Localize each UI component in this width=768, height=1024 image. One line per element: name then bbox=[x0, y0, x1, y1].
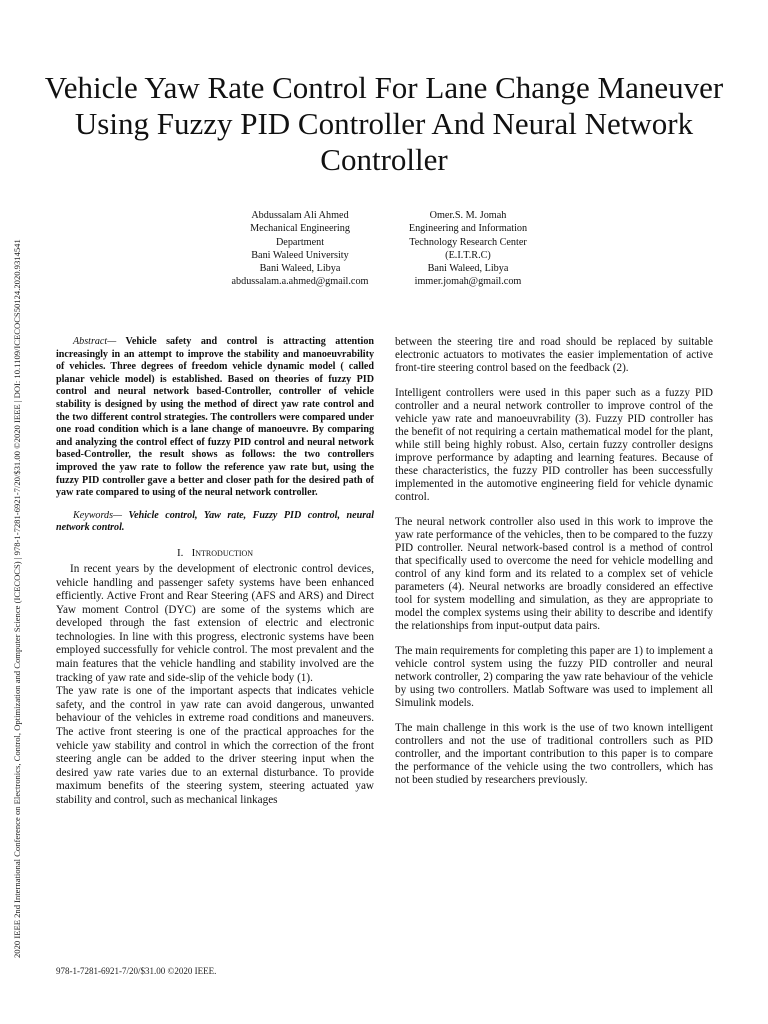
body-paragraph-1: between the steering tire and road should be replaced by suitable electronic actuators to motivates the easier implementation of active front-tire steering control based on the feedback (2). bbox=[395, 336, 713, 374]
intro-paragraph-1: In recent years by the development of electronic control devices, vehicle handling and passenger safety systems have been enhanced efficiently. Active Front and Rear Steering (AFS and ARS) and Direct Yaw moment Control (DYC) are some of the systems which are developed through the fast extension of electric and electronic technologies. In line with this progress, electronic systems have been employed successfully for vehicle control. The most prevalent and the main features that the vehicle handling and stability involved are the tracking of yaw rate and side-slip of the vehicle body (1). bbox=[56, 562, 374, 684]
right-column bbox=[395, 336, 713, 799]
copyright-footer: 978-1-7281-6921-7/20/$31.00 ©2020 IEEE. bbox=[56, 966, 217, 976]
body-paragraph-2: Intelligent controllers were used in this paper such as a fuzzy PID controller and a neural network controller to improve control of the vehicle yaw rate and manoeuvrability (3). Fuzzy PID controller has the benefit of not requiring a certain mathematical model for the plant, while still being highly robust. Also, certain fuzzy controller designs improve performance by adapting and learning features. Because of these characteristics, the fuzzy PID controller has been successfully implemented in the automotive engineering field for vehicle dynamic control. bbox=[395, 387, 713, 503]
abstract-label: Abstract— bbox=[73, 336, 117, 347]
author-name: Abdussalam Ali Ahmed bbox=[251, 210, 349, 221]
author-city: Bani Waleed, Libya bbox=[259, 263, 341, 275]
author-organization: (E.I.T.R.C) bbox=[445, 249, 491, 261]
side-doi-note: 2020 IEEE 2nd International Conference on Electronics, Control, Optimization and Computer Science (ICECOCS) | 978-1-7281-6921-7/20/$31.00 ©2020 IEEE | DOI: 10.1109/ICECOCS50124.2020.9314541 bbox=[12, 239, 22, 958]
author-dept-line-2: Department bbox=[275, 236, 325, 248]
author-organization: Bani Waleed University bbox=[251, 249, 349, 261]
left-column bbox=[56, 336, 374, 808]
body-paragraph-3: The neural network controller also used in this work to improve the yaw rate performance of the vehicles, then to be compared to the fuzzy PID controller. Neural network-based control is a method of control that specifically used to overcome the need for vehicle modelling and control of any kind form and its related to a complex set of vehicle parameters (4). Neural networks are broadly considered an effective tool for system modelling and simulation, as they are appropriate to model the complex systems using their ability to describe and identify the relationships from input-output data pairs. bbox=[395, 516, 713, 632]
keywords-label: Keywords— bbox=[73, 509, 122, 521]
paper-title: Vehicle Yaw Rate Control For Lane Change Maneuver Using Fuzzy PID Controller And Neural Network Controller bbox=[44, 70, 724, 177]
author-block-2 bbox=[358, 209, 578, 289]
abstract-text: Vehicle safety and control is attracting attention increasingly in an attempt to improve the stability and manoeuvrability of vehicles. Three degrees of freedom vehicle dynamic model ( called planar vehicle model) is established. Based on theories of fuzzy PID control and neural network based-Controller, controller of vehicle stability is designed by using the method of direct yaw rate control and the two different control strategies. The controllers were compared under one road condition which is a lane change of manoeuvre. By comparing and analyzing the control effect of fuzzy PID control and neural network based-Controller, the result shows as follows: the two controllers improved the yaw rate to follow the reference yaw rate but, using the fuzzy PID controller gave a better and closer path for the desired path of yaw rate compared to using of the neural network controller. bbox=[56, 336, 374, 499]
section-heading-introduction bbox=[56, 546, 374, 560]
author-dept-line-1: Mechanical Engineering bbox=[250, 223, 350, 235]
author-dept-line-1: Engineering and Information bbox=[408, 223, 528, 235]
author-name: Omer.S. M. Jomah bbox=[429, 210, 507, 221]
section-number: I. bbox=[176, 546, 184, 559]
author-dept-line-2: Technology Research Center bbox=[409, 236, 527, 248]
keywords bbox=[56, 510, 374, 535]
abstract bbox=[56, 336, 374, 500]
author-email[interactable]: abdussalam.a.ahmed@gmail.com bbox=[231, 276, 369, 288]
section-title: Introduction bbox=[191, 546, 254, 559]
body-paragraph-4: The main requirements for completing this paper are 1) to implement a vehicle control system using the fuzzy PID controller and neural network controller, 2) comparing the yaw rate behaviour of the vehicle by using two controllers. Matlab Software was used to implement all Simulink models. bbox=[395, 645, 713, 709]
author-email[interactable]: immer.jomah@gmail.com bbox=[414, 276, 522, 288]
intro-paragraph-2: The yaw rate is one of the important aspects that indicates vehicle safety, and the control in yaw rate can avoid dangerous, unwanted behaviour of the vehicles in extreme road conditions and maneuvers. The active front steering is one of the practical approaches for the vehicle yaw stability and control in which the correction of the front steering angle can be added to the driver steering input when the desired yaw rate varies due to an external disturbance. To provide maximum benefits of the steering system, steering actuated yaw stability and control, such as mechanical linkages bbox=[56, 685, 374, 806]
keywords-text: Vehicle control, Yaw rate, Fuzzy PID control, neural network control. bbox=[56, 509, 374, 534]
body-paragraph-5: The main challenge in this work is the use of two known intelligent controllers and not the use of traditional controllers such as PID controller, and the important contribution to this paper is to compare the performance of the vehicle using the two controllers, which has not been studied by researchers previously. bbox=[395, 722, 713, 786]
author-city: Bani Waleed, Libya bbox=[427, 263, 509, 275]
